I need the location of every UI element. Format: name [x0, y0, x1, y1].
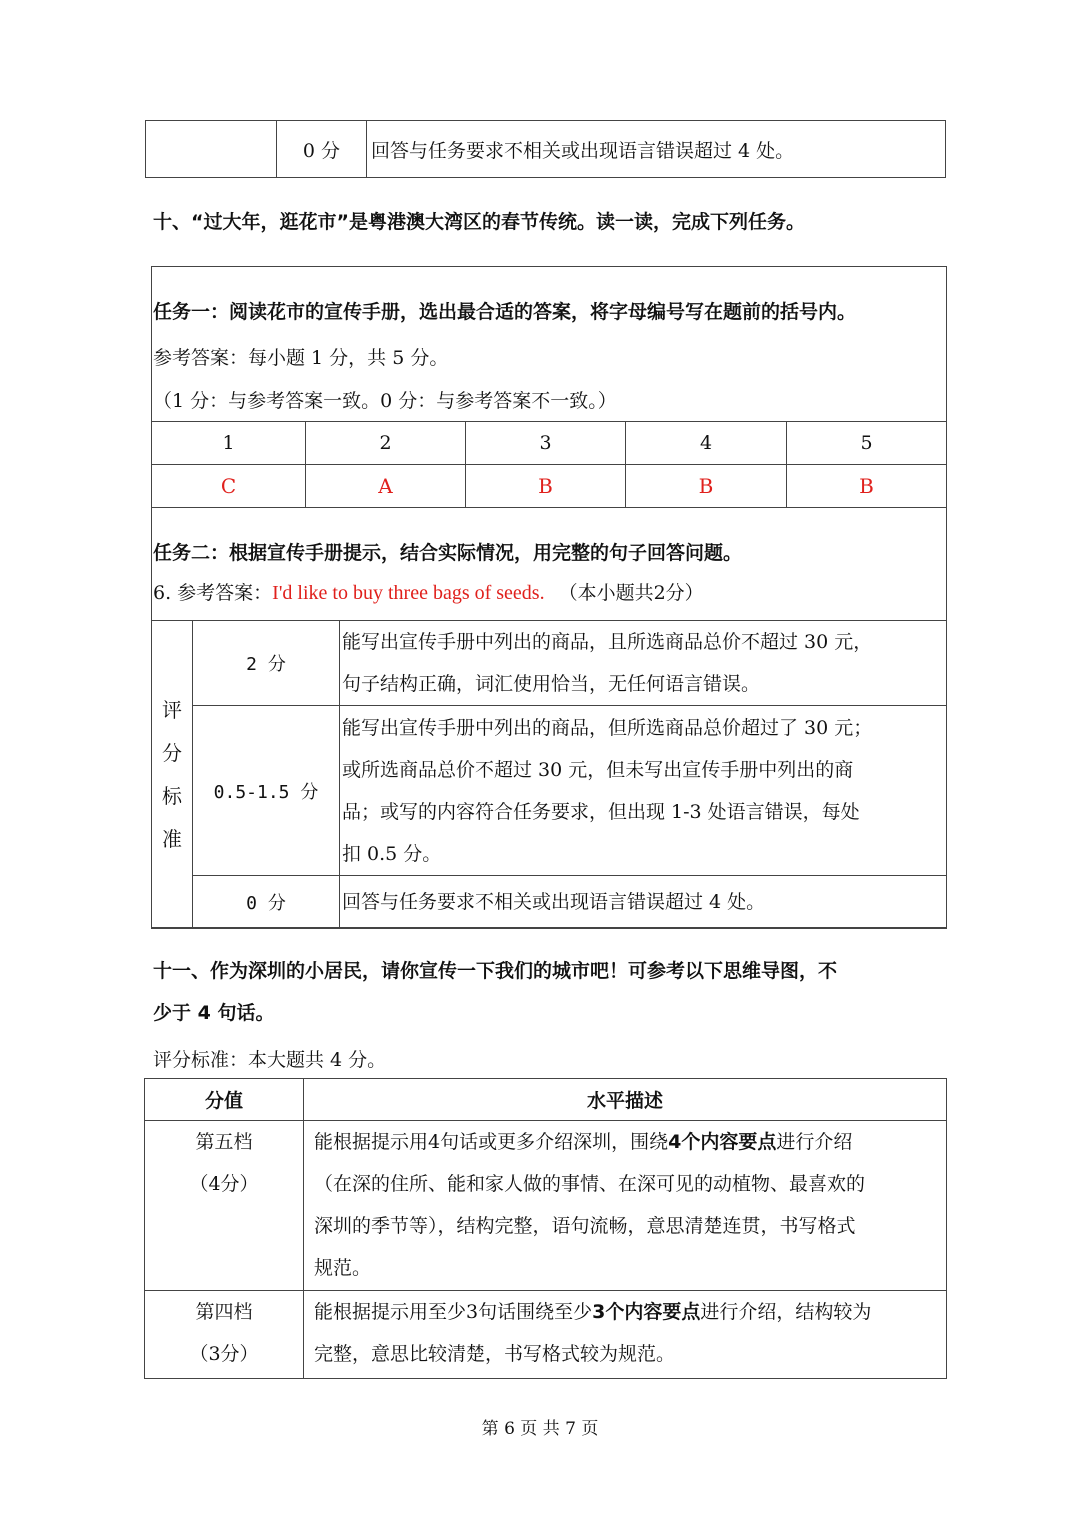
rubric-table — [151, 620, 947, 929]
description-cell: 回答与任务要求不相关或出现语言错误超过 4 处。 — [367, 121, 946, 178]
level-cell: 第四档 （3分） — [145, 1291, 304, 1379]
rubric-label-char: 分 — [162, 740, 182, 765]
answer-letter: C — [152, 465, 306, 508]
reference-prefix: 6. 参考答案： — [153, 582, 273, 604]
section-11-heading-line1: 十一、作为深圳的小居民，请你宣传一下我们的城市吧！可参考以下思维导图，不 — [153, 960, 838, 982]
rubric-score: 0.5-1.5 分 — [193, 706, 340, 876]
rubric-description: 能写出宣传手册中列出的商品，且所选商品总价不超过 30 元， 句子结构正确，词汇使用恰当，无任何语言错误。 — [340, 621, 947, 706]
rubric-description: 回答与任务要求不相关或出现语言错误超过 4 处。 — [340, 876, 947, 929]
rubric-label-char: 评 — [162, 697, 182, 722]
task-2-title: 任务二：根据宣传手册提示，结合实际情况，用完整的句子回答问题。 — [153, 542, 743, 564]
scoring-table — [144, 1078, 947, 1379]
rubric-label-char: 准 — [162, 826, 182, 851]
header-description: 水平描述 — [304, 1079, 947, 1121]
question-number: 4 — [626, 422, 787, 465]
answer-grid — [151, 421, 947, 508]
rubric-description: 能写出宣传手册中列出的商品，但所选商品总价超过了 30 元； 或所选商品总价不超过 30 元，但未写出宣传手册中列出的商 品；或写的内容符合任务要求，但出现 1-3 处语言错误，每处 扣 0.5 分。 — [340, 706, 947, 876]
top-score-table — [145, 120, 946, 178]
reference-answer: I'd like to buy three bags of seeds. — [272, 582, 545, 604]
task-1-reference: 参考答案：每小题 1 分，共 5 分。 — [153, 347, 449, 369]
question-number: 1 — [152, 422, 306, 465]
question-number: 2 — [306, 422, 466, 465]
header-score: 分值 — [145, 1079, 304, 1121]
rubric-score: 0 分 — [193, 876, 340, 929]
rubric-label-char: 标 — [162, 783, 182, 808]
task-1-rule: （1 分：与参考答案一致。0 分：与参考答案不一致。） — [153, 390, 617, 412]
section-10-heading: 十、“过大年，逛花市”是粤港澳大湾区的春节传统。读一读，完成下列任务。 — [153, 211, 805, 233]
reference-suffix: （本小题共2分） — [558, 582, 704, 604]
section-11-heading-line2: 少于 4 句话。 — [153, 1002, 275, 1024]
rubric-score: 2 分 — [193, 621, 340, 706]
level-description: 能根据提示用4句话或更多介绍深圳，围绕4个内容要点进行介绍 （在深的住所、能和家人做的事情、在深可见的动植物、最喜欢的 深圳的季节等），结构完整，语句流畅，意思清楚连贯，书写格式 规范。 — [304, 1121, 947, 1291]
task-1-title: 任务一：阅读花市的宣传手册，选出最合适的答案，将字母编号写在题前的括号内。 — [153, 301, 857, 323]
answer-letter: B — [787, 465, 947, 508]
section-11-criteria: 评分标准：本大题共 4 分。 — [153, 1049, 387, 1071]
rubric-label — [152, 621, 193, 929]
question-number: 5 — [787, 422, 947, 465]
answer-letter: B — [626, 465, 787, 508]
level-cell: 第五档 （4分） — [145, 1121, 304, 1291]
page-footer: 第 6 页 共 7 页 — [481, 1419, 599, 1439]
answer-letter: B — [466, 465, 626, 508]
answer-letter: A — [306, 465, 466, 508]
empty-cell — [146, 121, 277, 178]
question-number: 3 — [466, 422, 626, 465]
score-cell: 0 分 — [277, 121, 367, 178]
level-description: 能根据提示用至少3句话围绕至少3个内容要点进行介绍，结构较为 完整，意思比较清楚，书写格式较为规范。 — [304, 1291, 947, 1379]
task-2-reference — [153, 578, 704, 605]
